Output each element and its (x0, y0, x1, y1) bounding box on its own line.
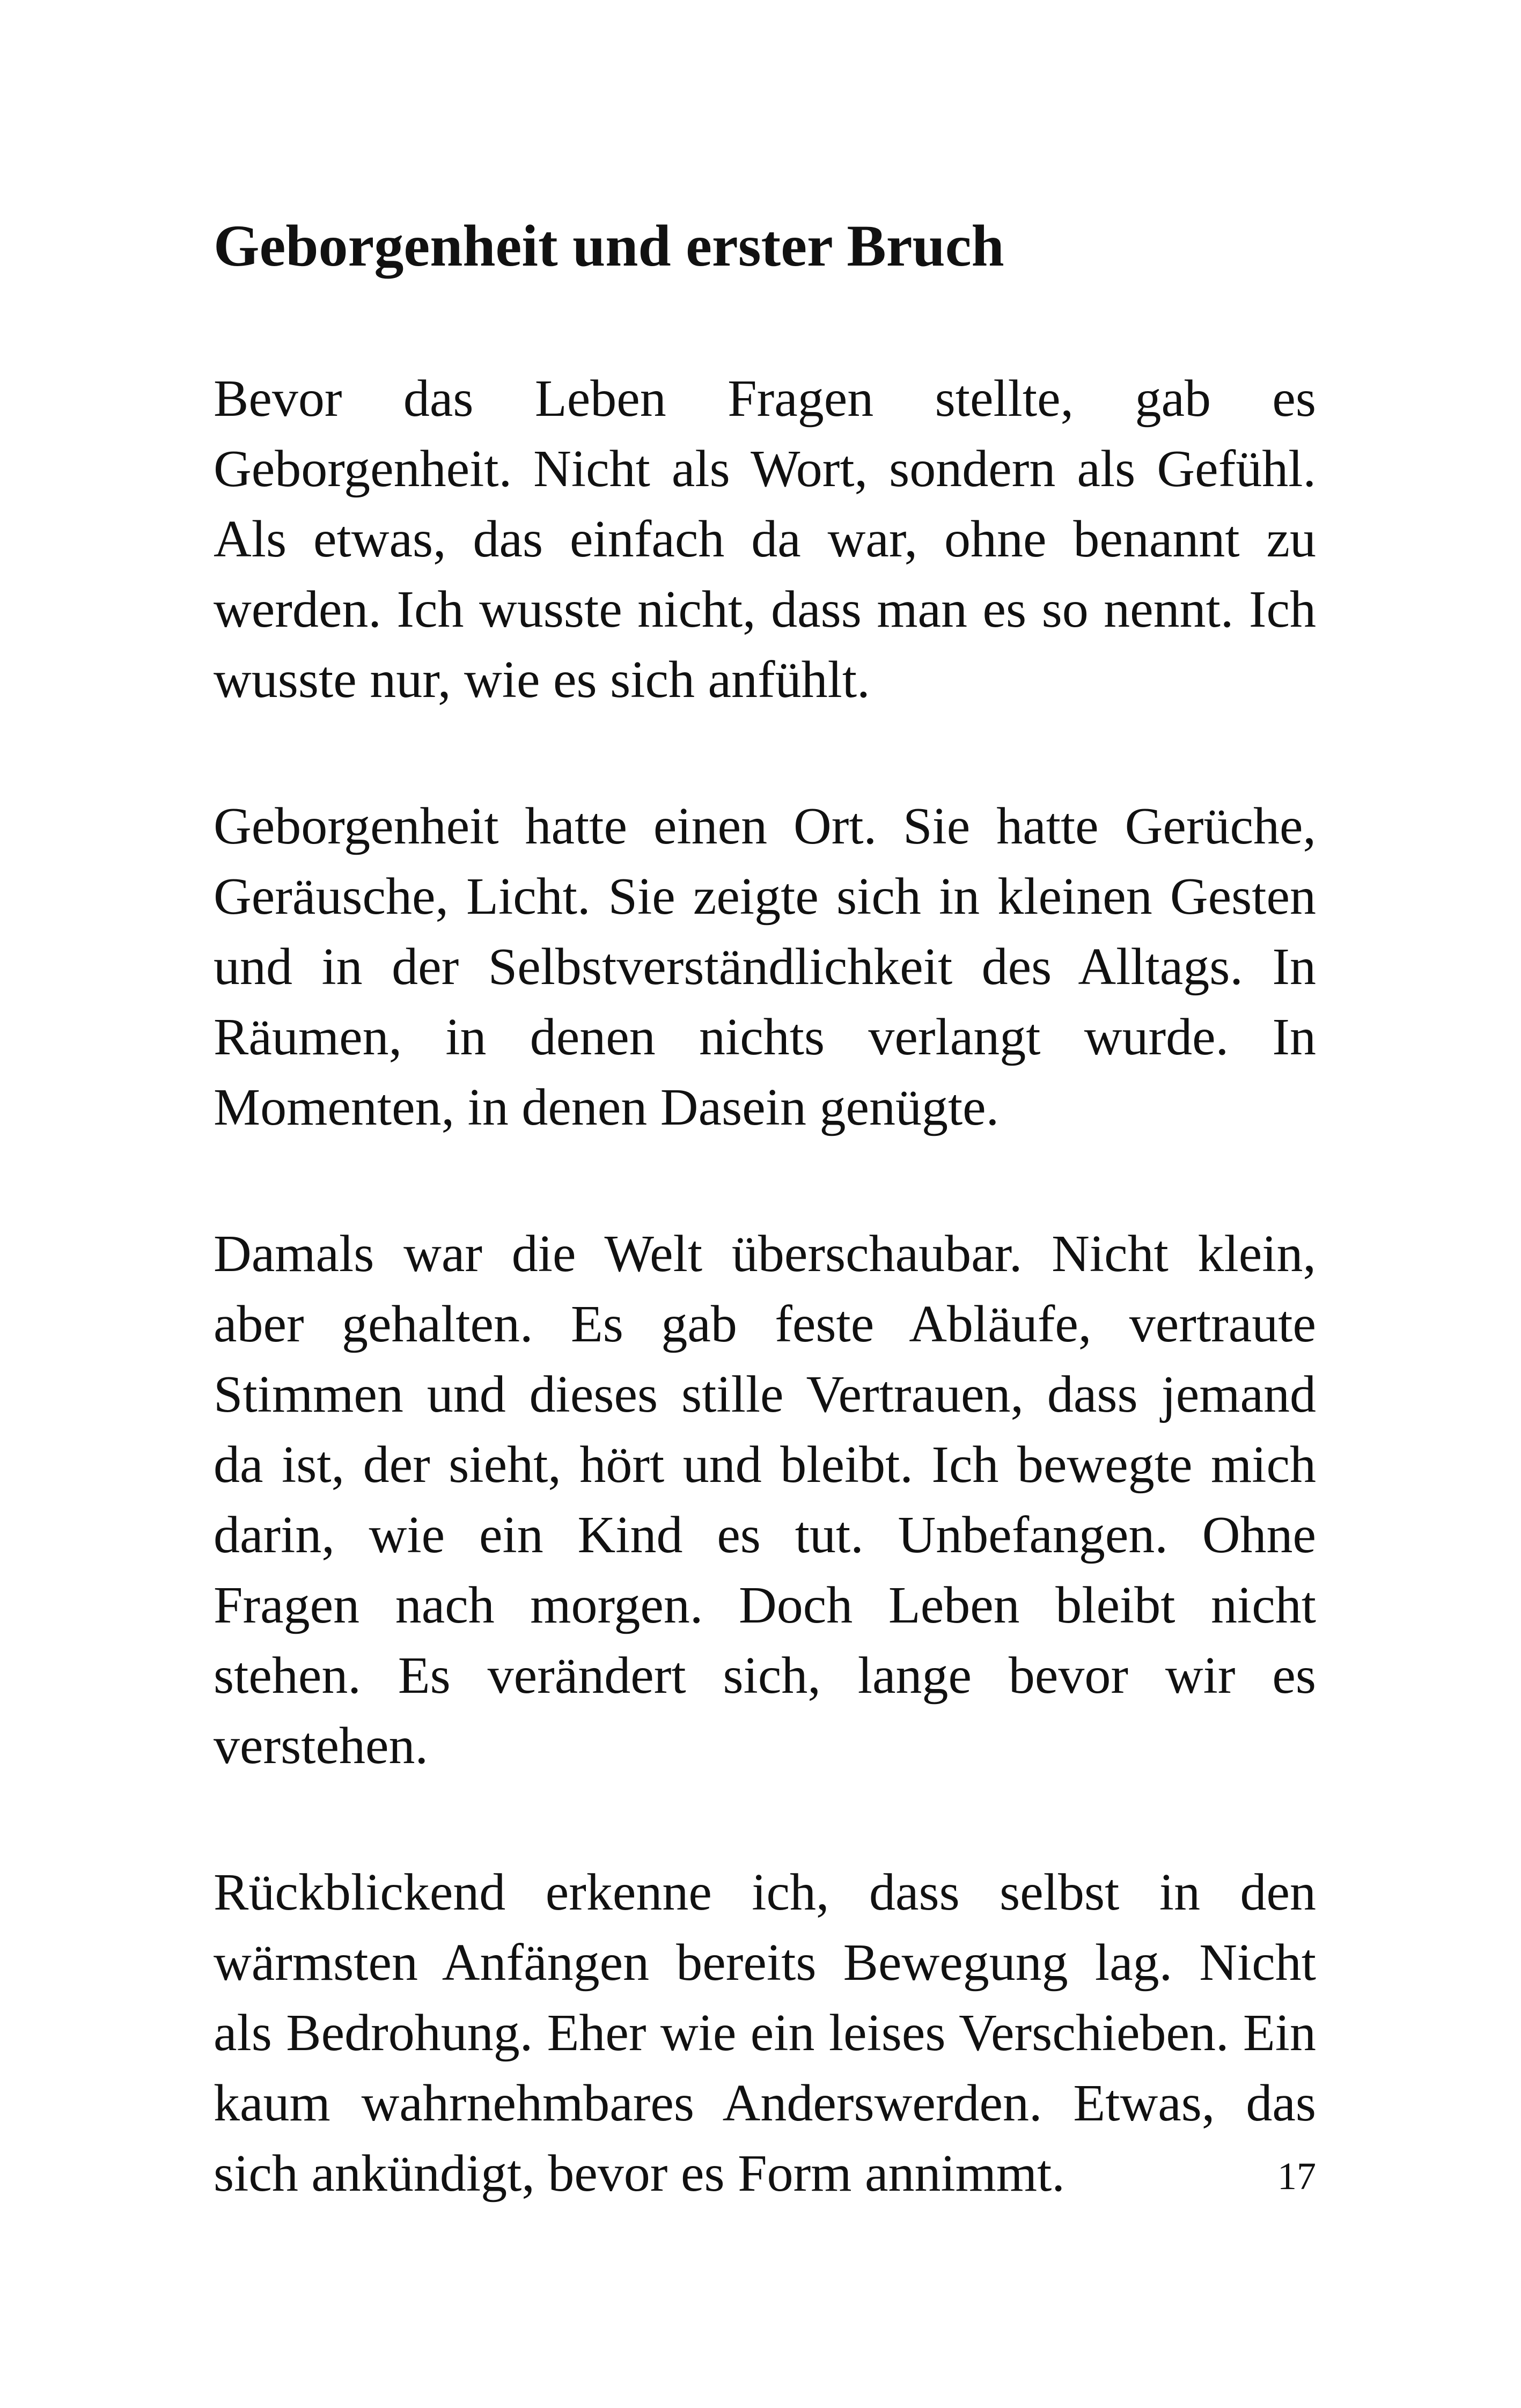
paragraph: Geborgenheit hatte einen Ort. Sie hatte Gerüche, Geräusche, Licht. Sie zeigte sich in kleinen Gesten und in der Selbstverständlichkeit des Alltags. In Räumen, in denen nichts verlangt wurde. In Momenten, in denen Dasein genügte. (214, 797, 1316, 1136)
chapter-heading: Geborgenheit und erster Bruch (214, 213, 1004, 278)
paragraph: Bevor das Leben Fragen stellte, gab es Geborgenheit. Nicht als Wort, sondern als Gefühl. Als etwas, das einfach da war, ohne benannt zu werden. Ich wusste nicht, dass man es so nennt. Ich wusste nur, wie es sich anfühlt. (214, 370, 1316, 709)
paragraph: Rückblickend erkenne ich, dass selbst in den wärmsten Anfängen bereits Bewegung lag. Nicht als Bedrohung. Eher wie ein leises Verschieben. Ein kaum wahrnehmbares Anderswerden. Etwas, das sich ankündigt, bevor es Form annimmt. (214, 1863, 1316, 2203)
page-number: 17 (1277, 2155, 1316, 2198)
body-text (214, 364, 1316, 2285)
paragraph: Damals war die Welt überschaubar. Nicht klein, aber gehalten. Es gab feste Abläufe, vertraute Stimmen und dieses stille Vertrauen, dass jemand da ist, der sieht, hört und bleibt. Ich bewegte mich darin, wie ein Kind es tut. Unbefangen. Ohne Fragen nach morgen. Doch Leben bleibt nicht stehen. Es verändert sich, lange bevor wir es verstehen. (214, 1225, 1316, 1775)
